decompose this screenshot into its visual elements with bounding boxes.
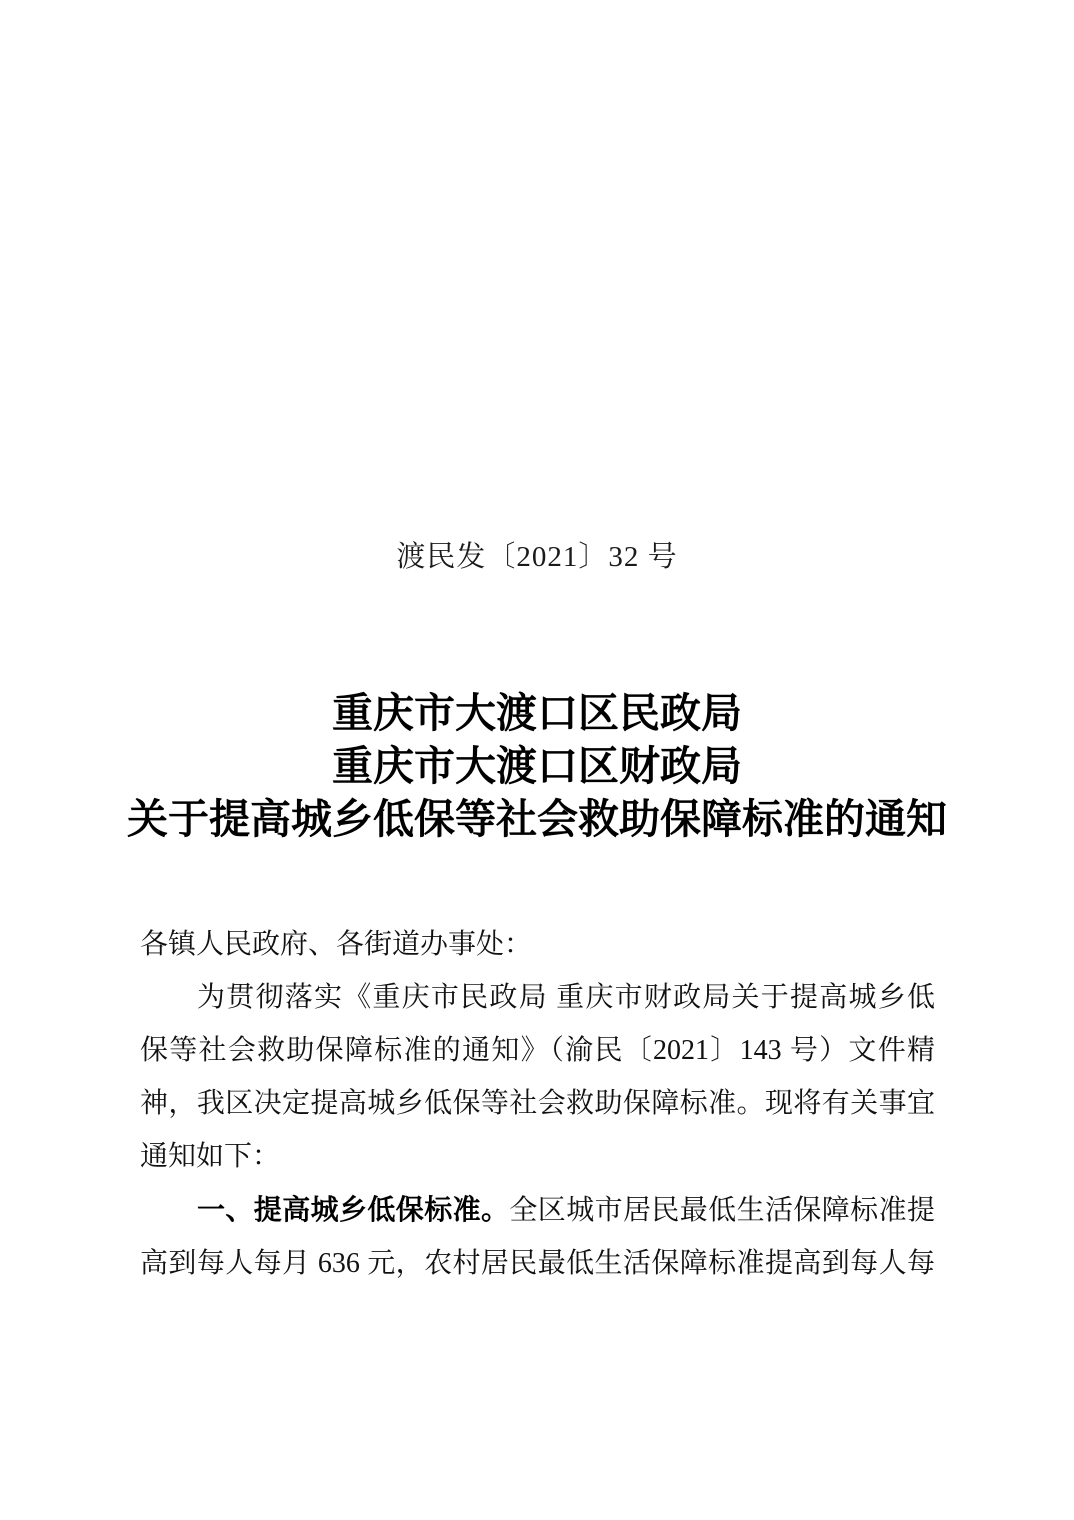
para1-line1: 为贯彻落实《重庆市民政局 重庆市财政局关于提高城乡低 <box>197 982 935 1013</box>
para2-line1-rest: 全区城市居民最低生活保障标准提 <box>509 1195 935 1226</box>
para2-bold-heading: 一、提高城乡低保标准。 <box>197 1194 510 1225</box>
title-line-2: 重庆市大渡口区财政局 <box>332 743 742 789</box>
title-line-1: 重庆市大渡口区民政局 <box>332 690 742 736</box>
para1-line3: 神，我区决定提高城乡低保等社会救助保障标准。现将有关事宜 <box>140 1088 935 1119</box>
para1-line2: 保等社会救助保障标准的通知》（渝民〔2021〕143 号）文件精 <box>140 1035 935 1066</box>
para1-line4: 通知如下： <box>140 1141 281 1172</box>
para2-line1 <box>140 1183 935 1237</box>
salutation: 各镇人民政府、各街道办事处： <box>140 929 533 960</box>
title-block <box>0 687 1074 846</box>
doc-number: 渡民发〔2021〕32 号 <box>396 541 678 573</box>
para2-line2: 高到每人每月 636 元，农村居民最低生活保障标准提高到每人每 <box>140 1248 935 1279</box>
title-line-3: 关于提高城乡低保等社会救助保障标准的通知 <box>127 796 947 842</box>
body-text <box>140 918 935 1290</box>
